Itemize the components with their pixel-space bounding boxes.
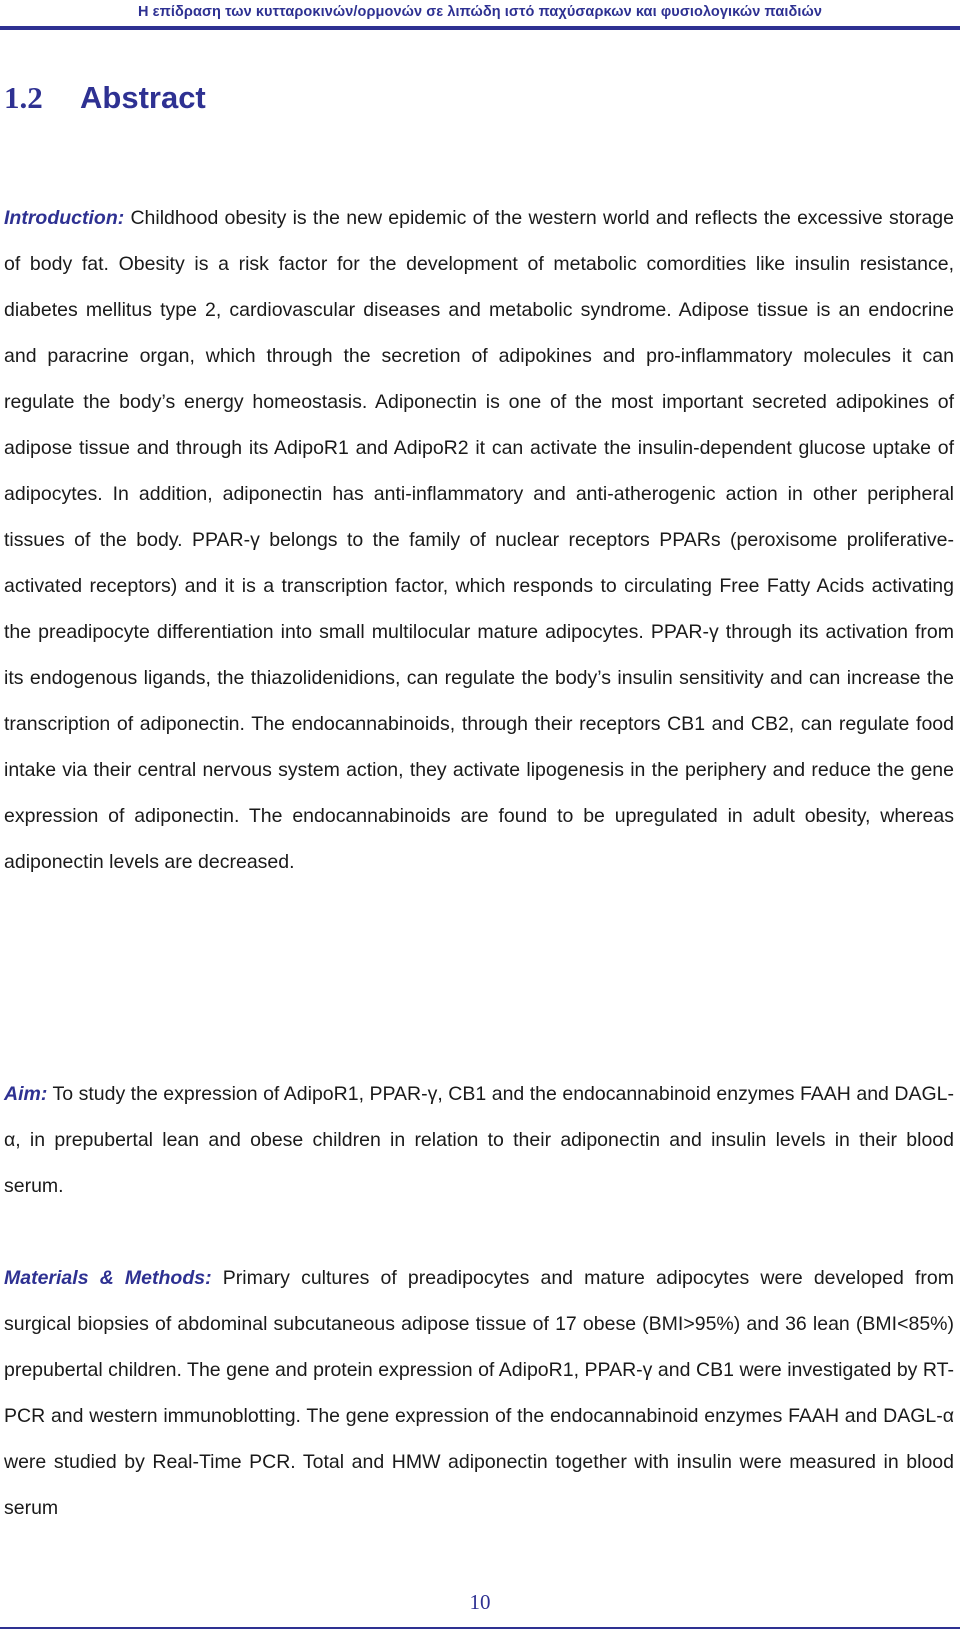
section-title: Abstract [80,80,206,115]
introduction-text: Childhood obesity is the new epidemic of the western world and reflects the excessive storage of body fat. Obesity is a risk factor for the development of metabolic comordities like insulin resistance, diabetes mellitus type 2, cardiovascular diseases and metabolic syndrome. Adipose tissue is an endocrine and paracrine organ, which through the secretion of adipokines and pro-inflammatory molecules it can regulate the body’s energy homeostasis. Adiponectin is one of the most important secreted adipokines of adipose tissue and through its AdipoR1 and AdipoR2 it can activate the insulin-dependent glucose uptake of adipocytes. In addition, adiponectin has anti-inflammatory and anti-atherogenic action in other peripheral tissues of the body. PPAR-γ belongs to the family of nuclear receptors PPARs (peroxisome proliferative-activated receptors) and it is a transcription factor, which responds to circulating Free Fatty Acids activating the preadipocyte differentiation into small multilocular mature adipocytes. PPAR-γ through its activation from its endogenous ligands, the thiazolidenidions, can regulate the body’s insulin sensitivity and can increase the transcription of adiponectin. The endocannabinoids, through their receptors CB1 and CB2, can regulate food intake via their central nervous system action, they activate lipogenesis in the periphery and reduce the gene expression of adiponectin. The endocannabinoids are found to be upregulated in adult obesity, whereas adiponectin levels are decreased. [4,207,954,873]
footer-divider [0,1627,960,1629]
methods-text: Primary cultures of preadipocytes and mature adipocytes were developed from surgical biopsies of abdominal subcutaneous adipose tissue of 17 obese (BMI>95%) and 36 lean (BMI<85%) prepubertal children. The gene and protein expression of AdipoR1, PPAR-γ and CB1 were investigated by RT-PCR and western immunoblotting. The gene expression of the endocannabinoid enzymes FAAH and DAGL-α were studied by Real-Time PCR. Total and HMW adiponectin together with insulin were measured in blood serum [4,1267,954,1519]
introduction-lead: Introduction: [4,207,125,229]
aim-paragraph [4,1071,954,1209]
methods-paragraph [4,1255,954,1531]
running-header: Η επίδραση των κυτταροκινών/ορμονών σε λιπώδη ιστό παχύσαρκων και φυσιολογικών παιδιών [137,4,823,20]
header-divider [0,26,960,30]
aim-text: To study the expression of AdipoR1, PPAR-γ, CB1 and the endocannabinoid enzymes FAAH and DAGL-α, in prepubertal lean and obese children in relation to their adiponectin and insulin levels in their blood serum. [4,1083,954,1197]
page-number: 10 [469,1590,491,1614]
section-number: 1.2 [4,80,43,115]
introduction-paragraph [4,195,954,885]
methods-lead: Materials & Methods: [4,1267,212,1289]
section-heading [4,78,206,118]
aim-lead: Aim: [4,1083,48,1105]
